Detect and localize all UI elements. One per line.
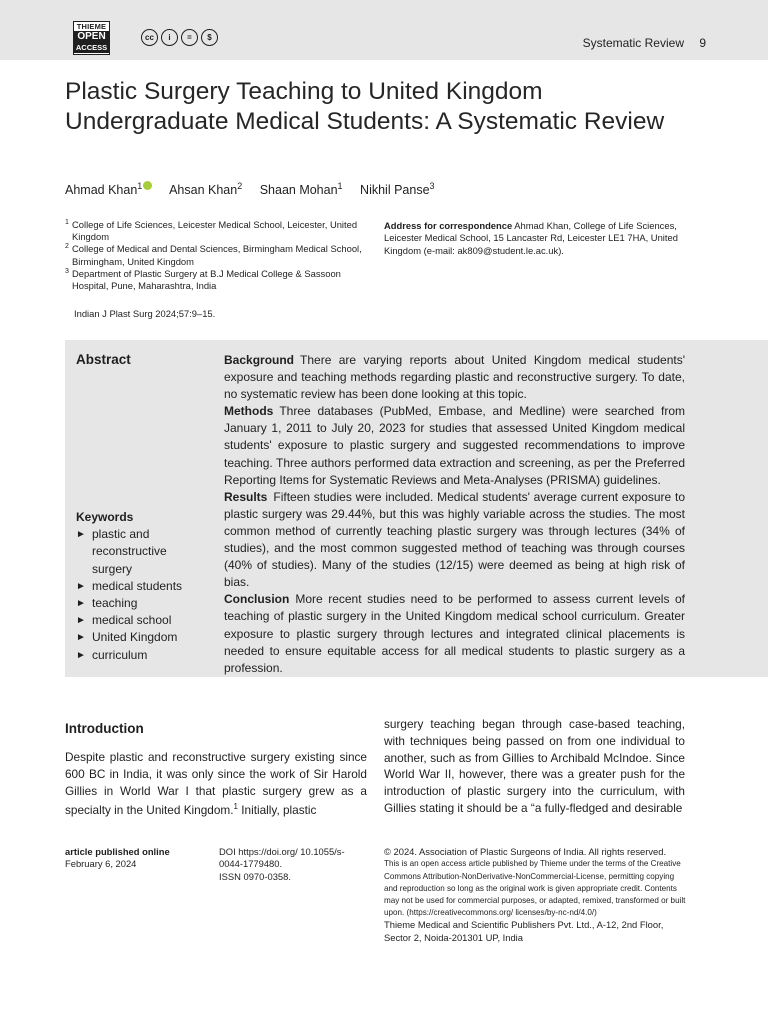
section-label: Systematic Review — [582, 36, 684, 50]
thieme-open-access-logo — [73, 21, 110, 55]
abstract-section-label: Results — [224, 489, 268, 504]
doi-info — [219, 846, 359, 883]
issn-value: 0970-0358. — [243, 870, 291, 882]
keyword-list — [76, 526, 206, 664]
introduction-text: Initially, plastic — [237, 803, 317, 818]
affiliation-number: 2 — [65, 243, 69, 251]
introduction-text: Despite plastic and reconstructive surgery existing since 600 BC in India, it was only since the work of Sir Harold Gillies in World War I that plastic surgery grew as a specialty in the United Kingdom. — [65, 750, 367, 818]
author-name: Ahsan Khan — [169, 183, 238, 198]
author-affiliation-ref: 3 — [429, 181, 435, 191]
noncommercial-icon: $ — [201, 29, 218, 46]
abstract-section-text: Three databases (PubMed, Embase, and Medline) were searched from January 1, 2011 to July 20, 2023 for studies that assessed United Kingdom medical students' exposure to plastic surgery and suggested recommendations to improve teaching. Three authors performed data extraction and screening, as per the Preferred Reporting Items for Systematic Reviews and Meta-Analyses (PRISMA) guidelines. — [224, 404, 685, 487]
abstract-section-methods — [224, 403, 685, 488]
issn-label: ISSN — [219, 870, 241, 882]
abstract-section-label: Methods — [224, 404, 274, 419]
affiliation-number: 3 — [65, 267, 69, 275]
author[interactable] — [360, 183, 435, 197]
abstract-body — [224, 352, 685, 677]
keywords — [76, 509, 206, 664]
author-list — [65, 181, 449, 197]
correspondence-text[interactable]: Ahmad Khan, College of Life Sciences, Leicester Medical School, 15 Lancaster Rd, Leicester LE1 7HA, United Kingdom (e-mail: ak809@student.le.ac.uk). — [384, 220, 678, 256]
abstract-section-text: Fifteen studies were included. Medical students' average current exposure to plastic surgery was 29.44%, but this was highly variable across the studies. The most common method of currently teaching plastic surgery was through lectures (34% of studies), and the most common suggested method of teaching was through courses (40% of studies). Many of the studies (12/15) were deemed as being at high risk of bias. — [224, 489, 685, 590]
doi-label: DOI — [219, 846, 236, 857]
author-name: Shaan Mohan — [259, 183, 338, 198]
license-icons — [141, 29, 218, 46]
affiliation-text: College of Life Sciences, Leicester Medical School, Leicester, United Kingdom — [72, 219, 358, 243]
noderivatives-icon: = — [181, 29, 198, 46]
affiliation-number: 1 — [65, 219, 69, 226]
logo-line-2: OPEN — [74, 31, 109, 42]
author[interactable] — [260, 183, 343, 197]
author-affiliation-ref: 1 — [137, 181, 143, 191]
copyright-line: © 2024. Association of Plastic Surgeons of India. All rights reserved. — [384, 846, 667, 857]
keyword-item: ► United Kingdom — [76, 629, 206, 646]
introduction-text-left — [65, 749, 367, 819]
published-online-label: article published online — [65, 846, 170, 857]
abstract-section-text: There are varying reports about United Kingdom medical students' exposure and teaching methods regarding plastic and reconstructive surgery. To date, no systematic review has been done looking at this topic. — [224, 353, 685, 402]
correspondence-label: Address for correspondence — [384, 220, 513, 231]
affiliation — [65, 243, 370, 267]
doi-link[interactable]: https://doi.org/ 10.1055/s-0044-1779480. — [219, 846, 345, 870]
abstract-section-conclusion — [224, 591, 685, 676]
abstract-section-label: Conclusion — [224, 592, 290, 607]
cc-icon: cc — [141, 29, 158, 46]
keyword-item: ► curriculum — [76, 647, 206, 664]
by-attribution-icon: i — [161, 29, 178, 46]
publisher-address: Thieme Medical and Scientific Publishers Pvt. Ltd., A-12, 2nd Floor, Sector 2, Noida-201301 UP, India — [384, 919, 664, 943]
article-title: Plastic Surgery Teaching to United Kingdom Undergraduate Medical Students: A Systematic Review — [65, 78, 665, 135]
author[interactable] — [169, 183, 242, 197]
copyright-notice — [384, 846, 689, 944]
logo-line-1: THIEME — [76, 22, 107, 31]
introduction-text-right: surgery teaching began through case-based teaching, with techniques being passed on from one individual to another, such as from Gillies to Archibald McIndoe. Since World War II, however, there was a greater push for the introduction of plastic surgery into the curriculum, with Gillies stating it should be a “a fully-fledged and desirable — [384, 717, 685, 815]
abstract-heading: Abstract — [76, 352, 131, 367]
author[interactable] — [65, 183, 152, 197]
affiliation-text: Department of Plastic Surgery at B.J Medical College & Sassoon Hospital, Pune, Maharashtra, India — [72, 267, 341, 292]
author-affiliation-ref: 1 — [337, 181, 343, 191]
abstract-section-label: Background — [224, 353, 295, 367]
affiliation-text: College of Medical and Dental Sciences, Birmingham Medical School, Birmingham, United Kingdom — [72, 243, 362, 267]
journal-citation: Indian J Plast Surg 2024;57:9–15. — [74, 308, 216, 319]
keyword-item: ► medical students — [76, 578, 206, 595]
keyword-item: ► medical school — [76, 612, 206, 629]
affiliation — [65, 268, 370, 292]
orcid-icon[interactable] — [143, 181, 152, 190]
affiliations — [65, 219, 370, 292]
publication-info — [65, 846, 170, 871]
introduction-heading: Introduction — [65, 721, 144, 736]
author-name: Ahmad Khan — [65, 183, 138, 198]
page-header — [0, 0, 768, 60]
author-affiliation-ref: 2 — [237, 181, 243, 191]
published-online-date: February 6, 2024 — [65, 858, 137, 870]
keywords-heading: Keywords — [76, 510, 134, 524]
abstract-section-results — [224, 489, 685, 592]
license-text: This is an open access article published by Thieme under the terms of the Creative Commons Attribution-NonDerivative-NonCommercial-License, permitting copying and reproduction so long as the original work is given appropriate credit. Contents may not be used for commercial purposes, or adapted, remixed, transformed or built upon. (https://creativecommons.org/ licenses/by-nc-nd/4.0/) — [384, 859, 686, 918]
correspondence-address — [384, 220, 694, 257]
reference-link[interactable]: 1 — [233, 802, 238, 812]
abstract-section-background — [224, 352, 685, 403]
keyword-item: ► teaching — [76, 595, 206, 612]
affiliation — [65, 219, 370, 243]
logo-line-3: ACCESS — [75, 43, 108, 52]
abstract-section-text: More recent studies need to be performed to assess current levels of teaching of plastic surgery in the United Kingdom medical school curriculum. Greater exposure to plastic surgery through lectures and integrated clinical placements is needed to ensure equitable access for all medical students to plastic surgery as a profession. — [224, 592, 685, 675]
page-number: 9 — [699, 36, 706, 50]
author-name: Nikhil Panse — [360, 183, 430, 198]
keyword-item: ► plastic and reconstructive surgery — [76, 526, 206, 578]
